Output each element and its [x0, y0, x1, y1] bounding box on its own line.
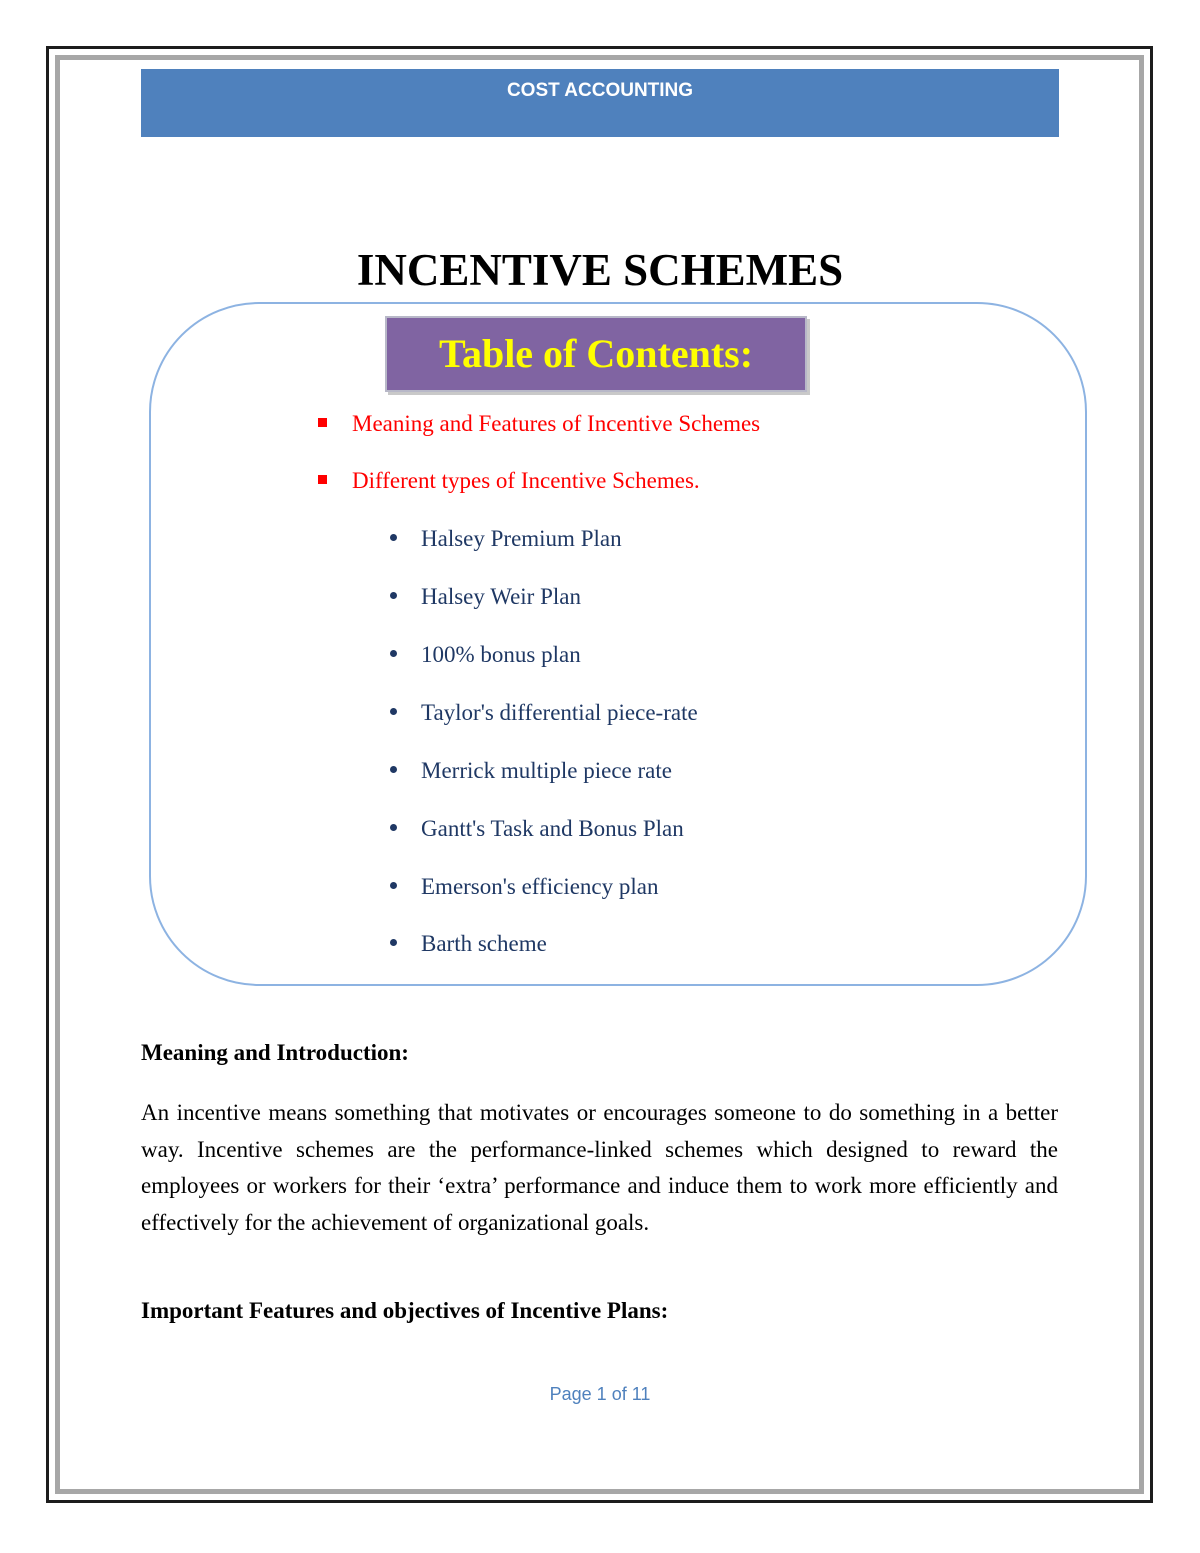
- features-heading: Important Features and objectives of Incentive Plans:: [141, 1298, 669, 1323]
- toc-item-label: Different types of Incentive Schemes.: [352, 468, 700, 493]
- toc-subitem-label: Merrick multiple piece rate: [421, 758, 672, 783]
- dot-bullet-icon: [390, 592, 397, 599]
- dot-bullet-icon: [390, 708, 397, 715]
- toc-item-types[interactable]: [318, 467, 700, 495]
- toc-subitem-label: Halsey Weir Plan: [421, 584, 581, 609]
- dot-bullet-icon: [390, 766, 397, 773]
- toc-subitem-label: Gantt's Task and Bonus Plan: [421, 816, 684, 841]
- toc-subitem-barth[interactable]: [390, 930, 547, 958]
- meaning-paragraph: An incentive means something that motivates or encourages someone to do something in a better way. Incentive schemes are the performance-linked schemes which designed to reward the employees or workers for their ‘extra’ performance and induce them to work more efficiently and effectively for the achievement of organizational goals.: [141, 1100, 1058, 1235]
- toc-subitem-label: 100% bonus plan: [421, 642, 581, 667]
- toc-subitem-100-bonus[interactable]: [390, 641, 581, 669]
- dot-bullet-icon: [390, 534, 397, 541]
- toc-heading: Table of Contents:: [385, 316, 807, 392]
- page-number-footer: [0, 1384, 1200, 1405]
- toc-item-meaning-features[interactable]: [318, 410, 760, 438]
- header-title: COST ACCOUNTING: [506, 80, 694, 101]
- toc-subitem-halsey-weir[interactable]: [390, 583, 581, 611]
- dot-bullet-icon: [390, 824, 397, 831]
- document-header: [141, 69, 1059, 137]
- toc-subitem-label: Halsey Premium Plan: [421, 526, 622, 551]
- page-label: Page: [549, 1384, 592, 1404]
- of-label: of: [611, 1384, 627, 1404]
- toc-subitem-halsey-premium[interactable]: [390, 525, 622, 553]
- toc-subitem-emerson[interactable]: [390, 873, 658, 901]
- meaning-heading: Meaning and Introduction:: [141, 1040, 409, 1065]
- square-bullet-icon: [318, 475, 327, 484]
- dot-bullet-icon: [390, 939, 397, 946]
- page-number: 1: [596, 1384, 607, 1404]
- toc-subitem-taylor[interactable]: [390, 699, 698, 727]
- square-bullet-icon: [318, 418, 327, 427]
- toc-subitem-label: Barth scheme: [421, 931, 547, 956]
- toc-item-label: Meaning and Features of Incentive Schemes: [352, 411, 761, 436]
- toc-subitem-merrick[interactable]: [390, 757, 672, 785]
- toc-subitem-gantt[interactable]: [390, 815, 684, 843]
- document-title: INCENTIVE SCHEMES: [356, 245, 844, 295]
- page-total: 11: [631, 1384, 651, 1404]
- toc-subitem-label: Emerson's efficiency plan: [421, 874, 659, 899]
- dot-bullet-icon: [390, 882, 397, 889]
- dot-bullet-icon: [390, 650, 397, 657]
- toc-subitem-label: Taylor's differential piece-rate: [421, 700, 698, 725]
